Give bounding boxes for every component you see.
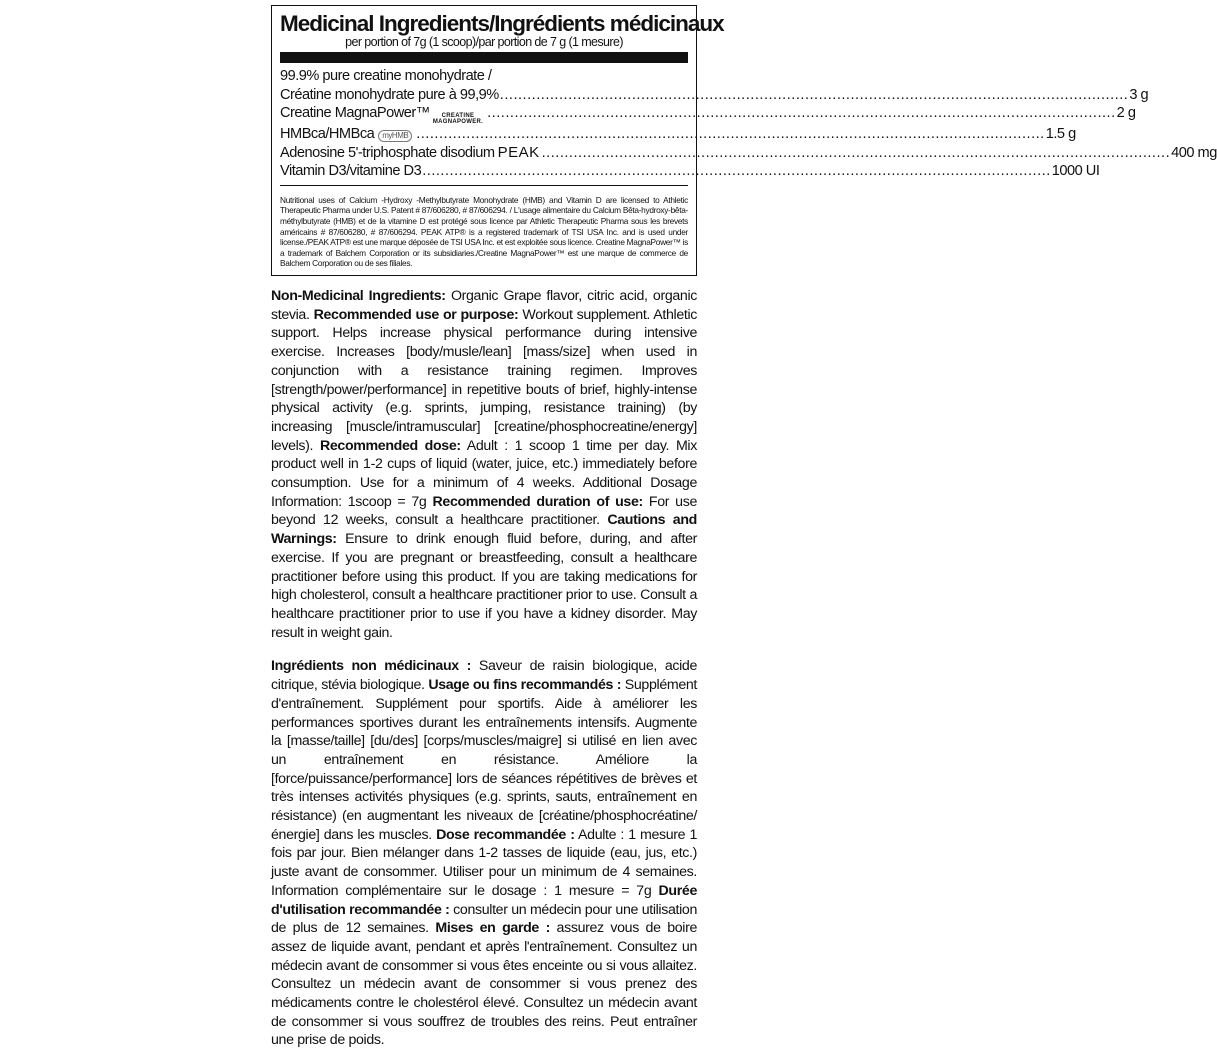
heading-duration-fr: Durée d'utilisation recommandée : (271, 882, 697, 918)
text-recommended-dose: Adult : 1 scoop 1 time per day. Mix product well in 1-2 cups of liquid (water, juice, etc.) immediately before consumption. Use for a minimum of 4 weeks. Additional Dosage Information: 1scoop = 7g (271, 437, 697, 510)
ingredient-row-vitamin-d3 (280, 162, 1100, 181)
text-recommended-use: Workout supplement. Athletic support. Helps increase physical performance during intensive exercise. Increases [body/musle/lean] [mass/size] when used in conjunction with a resistance training regimen. Improves [strength/power/performance] in repetitive bouts of brief, highly-intense physical activity (e.g. sprints, jumping, resistance training) (by increasing [muscle/intramuscular] [creatine/phosphocreatine/energy] levels). (271, 306, 698, 454)
panel-title: Medicinal Ingredients/Ingrédients médicinaux (280, 11, 724, 36)
english-directions (271, 287, 697, 642)
ingredient-amount: 2 g (1116, 105, 1136, 121)
ingredient-row-creatine (280, 86, 1149, 105)
ingredient-amount: 1000 UI (1051, 163, 1100, 179)
ingredient-name: Creatine MagnaPower™ (280, 105, 430, 121)
leader-dots (500, 86, 1129, 105)
ingredient-name: HMBca/HMBca (280, 126, 375, 142)
ingredient-row-atp (280, 143, 1217, 163)
ingredient-list (280, 63, 1217, 185)
heading-duration: Recommended duration of use: (432, 493, 643, 510)
creatine-magnapower-logo: CREATINE MAGNAPOWER. (432, 113, 484, 125)
leader-dots (487, 104, 1116, 123)
myhmb-logo: myHMB (378, 130, 412, 142)
text-cautions-fr: assurez vous de boire assez de liquide avant, pendant et après l'entraînement. Consultez un médecin avant de consommer si vous êtes enceinte ou si vous allaitez. Consultez un médecin avant de consommer si vous prenez des médicaments contre le cholestérol élevé. Consultez un médecin avant de consommer si vous souffrez de troubles des reins. Peut entraîner une prise de poids. (271, 920, 698, 1049)
heading-recommended-use: Recommended use or purpose: (313, 306, 519, 323)
peak-logo: PEAK (497, 143, 540, 161)
heading-cautions-fr: Mises en garde : (435, 920, 550, 937)
product-label (271, 5, 1217, 1050)
ingredient-amount: 400 mg (1171, 144, 1217, 161)
ingredient-row-hmb (280, 125, 1076, 144)
text-non-medicinal-fr: Saveur de raisin biologique, acide citrique, stévia biologique. (271, 658, 697, 694)
leader-dots (422, 162, 1051, 181)
heading-non-medicinal: Non-Medicinal Ingredients: (271, 288, 446, 305)
leader-dots (542, 144, 1171, 163)
heading-non-medicinal-fr: Ingrédients non médicinaux : (271, 658, 472, 675)
ingredient-name: Créatine monohydrate pure à 99,9% (280, 86, 499, 103)
ingredient-amount: 3 g (1129, 86, 1149, 103)
text-recommended-dose-fr: Adulte : 1 mesure 1 fois par jour. Bien mélanger dans 1-2 tasses de liquide (eau, jus, etc.) juste avant de consommer. Utiliser pour un minimum de 4 semaines. Information complémentaire sur le dosage : 1 mesure = 7g (271, 826, 698, 899)
ingredient-name: Adenosine 5'-triphosphate disodium (280, 144, 495, 161)
ingredient-line-creatine-en: 99.9% pure creatine monohydrate / (280, 68, 492, 84)
heading-recommended-use-fr: Usage ou fins recommandés : (428, 677, 622, 694)
panel-subtitle: per portion of 7g (1 scoop)/par portion de 7 g (1 mesure) (345, 35, 623, 49)
ingredient-row-magnapower (280, 104, 1136, 125)
text-cautions: Ensure to drink enough fluid before, during, and after exercise. If you are pregnant or breastfeeding, consult a healthcare practitioner before using this product. If you are taking medications for high cholesterol, consult a healthcare practitioner prior to use. Consult a healthcare practitioner prior to use if you have a kidney disorder. May result in weight gain. (271, 531, 697, 641)
heading-recommended-dose-fr: Dose recommandée : (436, 826, 575, 843)
french-directions (271, 657, 697, 1050)
header-bar (280, 52, 688, 63)
leader-dots (416, 125, 1045, 144)
ingredient-name: Vitamin D3/vitamine D3 (280, 163, 422, 179)
text-duration-fr: consulter un médecin pour une utilisation de plus de 12 semaines. (271, 901, 697, 937)
text-recommended-use-fr: Supplément d'entraînement. Supplément pour sportifs. Aide à améliorer les performances sportives durant les entraînements intensifs. Augmente la [masse/taille] [du/des] [corps/muscles/maigre] si utilisé en lien avec un entraînement en résistance. Améliore la [force/puissance/performance] lors de séances répétitives de brèves et très intenses activités physiques (e.g. sprints, sauts, entraînement en résistance) (en augmentant les niveaux de [créatine/phosphocréatine/énergie] dans les muscles. (271, 677, 697, 843)
medicinal-ingredients-panel (271, 5, 1217, 276)
heading-cautions: Cautions and Warnings: (271, 512, 697, 548)
ingredient-amount: 1.5 g (1045, 126, 1076, 142)
trademark-footnote: Nutritional uses of Calcium -Hydroxy -Methylbutyrate Monohydrate (HMB) and Vitamin D are licensed to Athletic Therapeutic Pharma under U.S. Patent # 87/606280, # 87/606294. / L'usage alimentaire du Calcium Bêta-hydroxy-bêta-méthylbutyrate (HMB) et de la vitamine D est protégé sous licence par Athletic Therapeutic Pharma sous les brevets américains # 87/606280, # 87/606294. PEAK ATP® is a registered trademark of TSI USA Inc. and is used under license./PEAK ATP® est une marque déposée de TSI USA Inc. et est exploitée sous licence. Creatine MagnaPower™ is a trademark of Balchem Corporation or its subsidiaries./Creatine MagnaPower™ est une marque de commerce de Balchem Corporation ou de ses filiales. (280, 194, 688, 269)
text-non-medicinal: Organic Grape flavor, citric acid, organic stevia. (271, 288, 698, 323)
text-duration: For use beyond 12 weeks, consult a healthcare practitioner. (271, 493, 697, 529)
heading-recommended-dose: Recommended dose: (319, 437, 461, 454)
